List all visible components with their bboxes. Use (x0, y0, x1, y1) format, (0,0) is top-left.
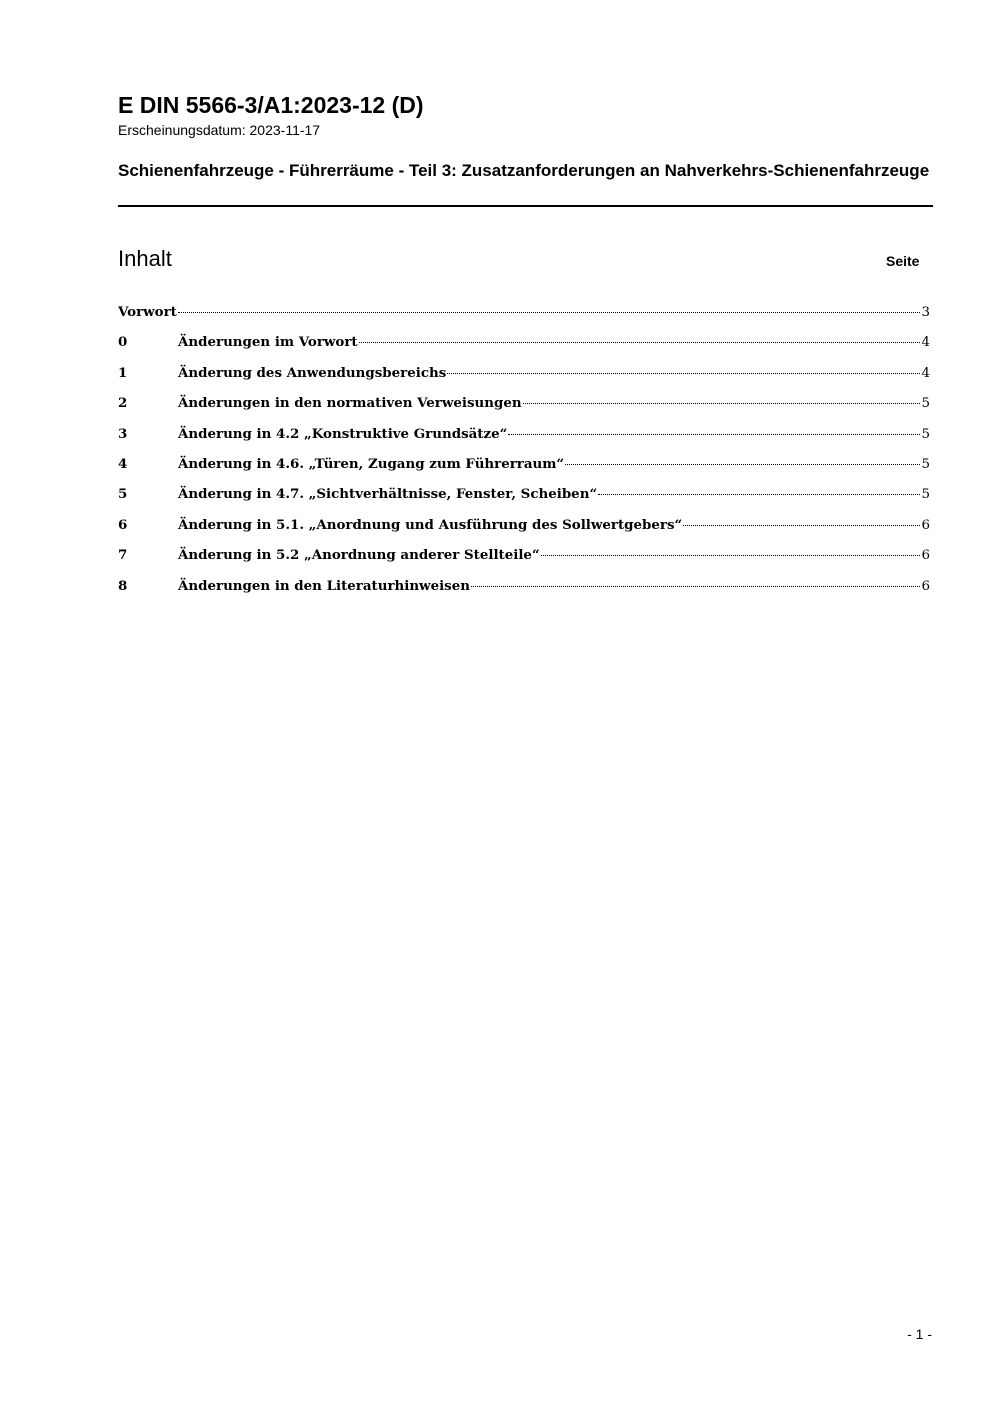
toc-entry-number: 1 (118, 364, 128, 381)
toc-dot-leader (447, 373, 920, 374)
toc-dot-leader (178, 312, 921, 313)
toc-entry-text: Änderung in 4.2 „Konstruktive Grundsätze“ (178, 425, 508, 442)
toc-entry-text: Änderungen im Vorwort (178, 334, 358, 351)
toc-entry-number: 7 (118, 547, 128, 564)
toc-entry-number: 0 (118, 334, 128, 351)
toc-entry-page: 6 (921, 517, 930, 533)
toc-entry-text: Änderung in 5.2 „Anordnung anderer Stellteile“ (178, 547, 540, 564)
toc-dot-leader (598, 494, 920, 495)
toc-entry-text: Änderungen in den Literaturhinweisen (178, 577, 470, 594)
toc-entry-page: 5 (921, 487, 930, 503)
toc-dot-leader (565, 464, 920, 465)
toc-entry-text: Vorwort (118, 304, 177, 320)
toc-entry-5[interactable] (118, 483, 930, 513)
toc-heading: Inhalt (118, 246, 172, 271)
toc-entry-7[interactable] (118, 544, 930, 574)
toc-entry-text: Änderungen in den normativen Verweisungen (178, 395, 522, 412)
toc-entry-page: 4 (921, 365, 930, 381)
toc-entry-page: 5 (921, 456, 930, 472)
title-divider (118, 205, 933, 207)
toc-entry-number: 5 (118, 486, 128, 503)
toc-entry-vorwort[interactable] (118, 301, 930, 331)
toc-entry-1[interactable] (118, 362, 930, 392)
toc-entry-4[interactable] (118, 453, 930, 483)
toc-entry-2[interactable] (118, 392, 930, 422)
toc-entry-page: 6 (921, 548, 930, 564)
toc-entry-page: 5 (921, 426, 930, 442)
toc-entry-number: 6 (118, 516, 128, 533)
toc-entry-number: 8 (118, 577, 128, 594)
page-number: - 1 - (907, 1326, 932, 1342)
toc-dot-leader (541, 555, 921, 556)
toc-entry-page: 3 (921, 305, 930, 320)
toc-entry-page: 5 (921, 396, 930, 412)
toc-entry-0[interactable] (118, 331, 930, 361)
toc-dot-leader (508, 434, 920, 435)
toc-entry-number: 2 (118, 395, 128, 412)
document-id: E DIN 5566-3/A1:2023-12 (D) (118, 92, 424, 118)
toc-entry-3[interactable] (118, 423, 930, 453)
toc-page-column-label: Seite (886, 253, 920, 269)
publication-date: Erscheinungsdatum: 2023-11-17 (118, 122, 321, 138)
toc-entry-text: Änderung in 5.1. „Anordnung und Ausführung des Sollwertgebers“ (178, 516, 683, 533)
document-title: Schienenfahrzeuge - Führerräume - Teil 3: Zusatzanforderungen an Nahverkehrs-Schienenfahrzeuge (118, 161, 930, 180)
toc-dot-leader (359, 342, 921, 343)
toc-entry-number: 3 (118, 425, 128, 442)
toc-entry-number: 4 (118, 455, 128, 472)
toc-entry-text: Änderung in 4.7. „Sichtverhältnisse, Fenster, Scheiben“ (178, 486, 598, 503)
toc-entry-text: Änderung des Anwendungsbereichs (178, 364, 447, 381)
toc-entry-page: 6 (921, 578, 930, 594)
toc-entry-page: 4 (921, 335, 930, 351)
toc-dot-leader (471, 586, 920, 587)
toc-entry-8[interactable] (118, 575, 930, 605)
toc-entry-text: Änderung in 4.6. „Türen, Zugang zum Führerraum“ (178, 455, 565, 472)
toc-dot-leader (683, 525, 920, 526)
table-of-contents (118, 301, 930, 605)
toc-entry-6[interactable] (118, 514, 930, 544)
toc-dot-leader (523, 403, 921, 404)
